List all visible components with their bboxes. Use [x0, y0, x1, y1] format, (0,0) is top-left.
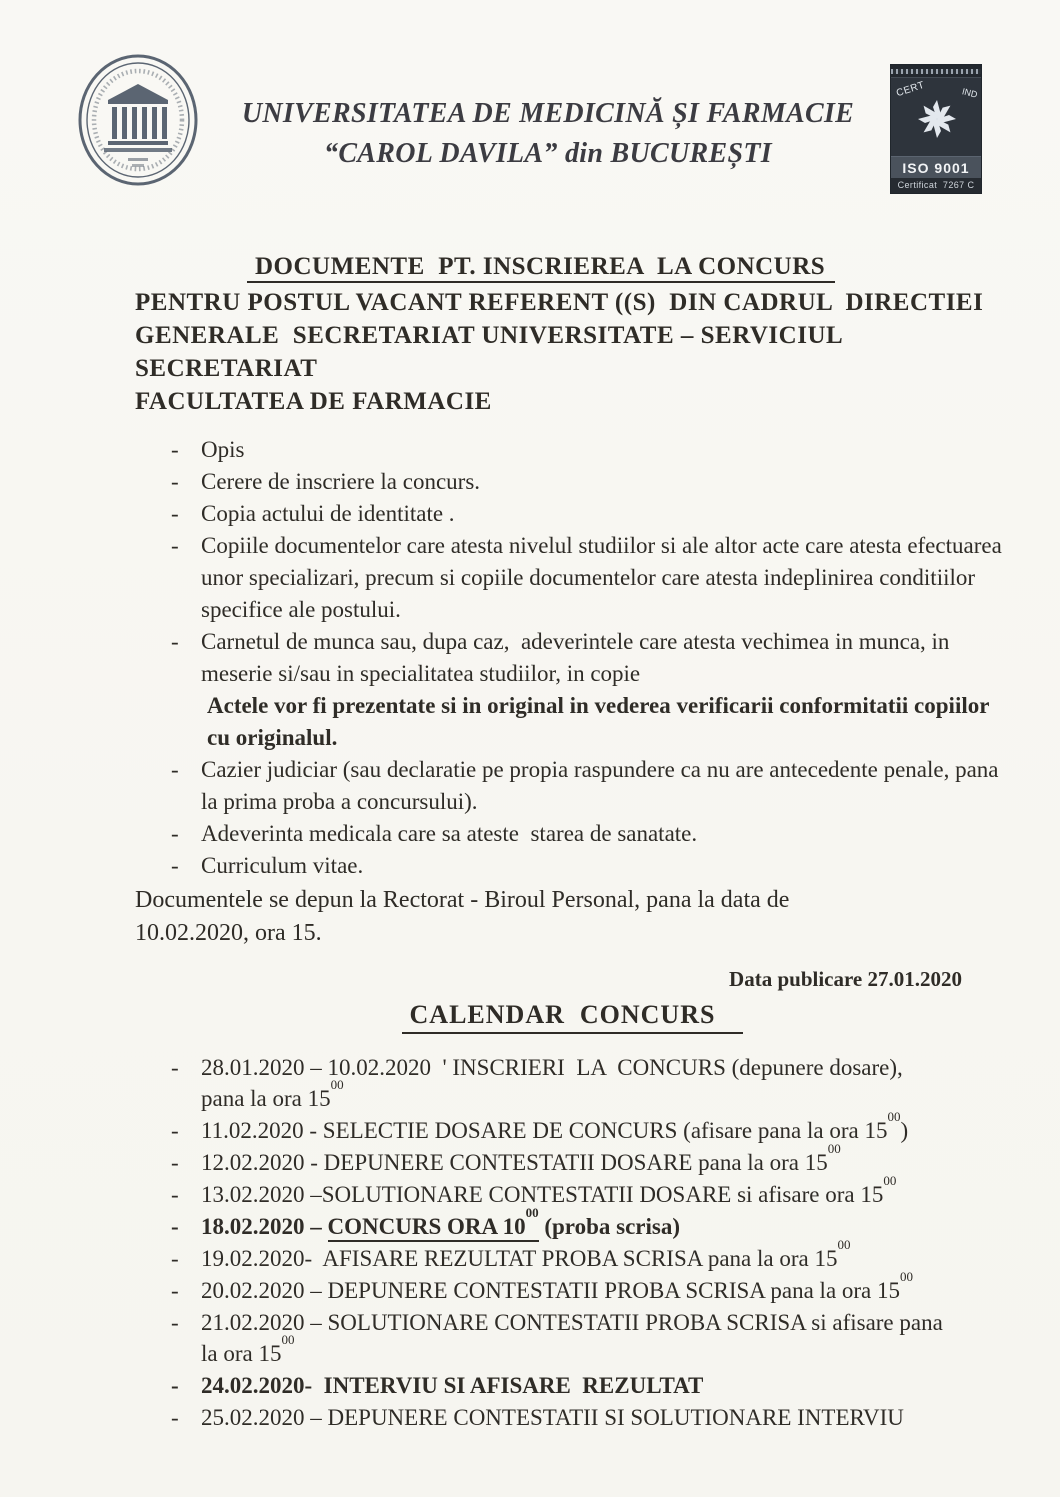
document-list-item: - Copia actului de identitate .	[135, 498, 1010, 530]
badge-top-strip	[891, 65, 981, 78]
calendar-list	[135, 1052, 1010, 1433]
iso-9001-label: ISO 9001	[891, 156, 981, 178]
cert-label: CERT	[895, 79, 927, 100]
university-name-line1: UNIVERSITATEA DE MEDICINĂ ȘI FARMACIE	[241, 98, 855, 129]
document-header	[0, 0, 1060, 200]
document-title	[135, 250, 1010, 418]
calendar-item: - 19.02.2020- AFISARE REZULTAT PROBA SCRISA pana la ora $15^{00}$	[135, 1243, 1010, 1274]
university-name	[206, 42, 890, 174]
document-list-item: - Adeverinta medicala care sa ateste starea de sanatate.	[135, 818, 1010, 850]
university-name-line2: “CAROL DAVILA” din BUCUREȘTI	[324, 138, 772, 169]
title-line-3: GENERALE SECRETARIAT UNIVERSITATE – SERVICIUL SECRETARIAT	[135, 322, 849, 382]
calendar-item: - 28.01.2020 – 10.02.2020 ' INSCRIERI LA CONCURS (depunere dosare), pana la ora $15^{00}$	[135, 1052, 1010, 1114]
calendar-item: - 11.02.2020 - SELECTIE DOSARE DE CONCURS (afisare pana la ora $15^{00}$)	[135, 1115, 1010, 1146]
university-seal-logo	[74, 42, 206, 200]
pinwheel-star-icon	[914, 96, 960, 142]
calendar-item: - 21.02.2020 – SOLUTIONARE CONTESTATII PROBA SCRISA si afisare pana la ora $15^{00}$	[135, 1307, 1010, 1369]
title-line-1: DOCUMENTE PT. INSCRIEREA LA CONCURS	[135, 250, 1010, 283]
title-line-2: PENTRU POSTUL VACANT REFERENT ((S) DIN CADRUL DIRECTIEI	[135, 289, 984, 316]
document-list-item: - Cerere de inscriere la concurs.	[135, 466, 1010, 498]
certificate-number: Certificat 7267 C	[891, 178, 981, 193]
calendar-item: - 18.02.2020 – CONCURS ORA $10^{00}$ (proba scrisa)	[135, 1211, 1010, 1242]
publication-date: Data publicare 27.01.2020	[729, 967, 962, 991]
iso-9001-badge	[890, 64, 982, 194]
ind-label: IND	[960, 86, 978, 100]
cert-ind-logo	[891, 78, 981, 156]
university-seal-icon	[74, 42, 206, 200]
calendar-title: CALENDAR CONCURS	[135, 1000, 1010, 1030]
submission-info: Documentele se depun la Rectorat - Biroul Personal, pana la data de 10.02.2020, ora 15.	[135, 887, 790, 946]
title-line-4: FACULTATEA DE FARMACIE	[135, 388, 492, 415]
calendar-item: - 20.02.2020 – DEPUNERE CONTESTATII PROBA SCRISA pana la ora $15^{00}$	[135, 1275, 1010, 1306]
calendar-item: - 13.02.2020 –SOLUTIONARE CONTESTATII DOSARE si afisare ora $15^{00}$	[135, 1179, 1010, 1210]
calendar-item: - 24.02.2020- INTERVIU SI AFISARE REZULTAT	[135, 1370, 1010, 1401]
document-list-item: - Curriculum vitae.	[135, 850, 1010, 882]
document-list-item: - Copiile documentelor care atesta nivelul studiilor si ale altor acte care atesta efectuarea unor specializari, precum si copiile documentelor care atesta indeplinirea conditiilor specifice ale postului.	[135, 530, 1010, 626]
documents-list	[135, 434, 1014, 882]
calendar-item: - 25.02.2020 – DEPUNERE CONTESTATII SI SOLUTIONARE INTERVIU	[135, 1402, 1010, 1433]
document-body	[0, 250, 1060, 1433]
document-list-item: - Opis	[135, 434, 1010, 466]
document-list-item: - Carnetul de munca sau, dupa caz, adeverintele care atesta vechimea in munca, in meserie si/sau in specialitatea studiilor, in copie Actele vor fi prezentate si in original in vederea verificarii conformitatii copiilor cu originalul.	[135, 626, 1010, 754]
calendar-item: - 12.02.2020 - DEPUNERE CONTESTATII DOSARE pana la ora $15^{00}$	[135, 1147, 1010, 1178]
original-verification-note: Actele vor fi prezentate si in original in vederea verificarii conformitatii copiilor cu originalul.	[207, 693, 995, 750]
document-list-item: - Cazier judiciar (sau declaratie pe propia raspundere ca nu are antecedente penale, pana la prima proba a concursului).	[135, 754, 1010, 818]
